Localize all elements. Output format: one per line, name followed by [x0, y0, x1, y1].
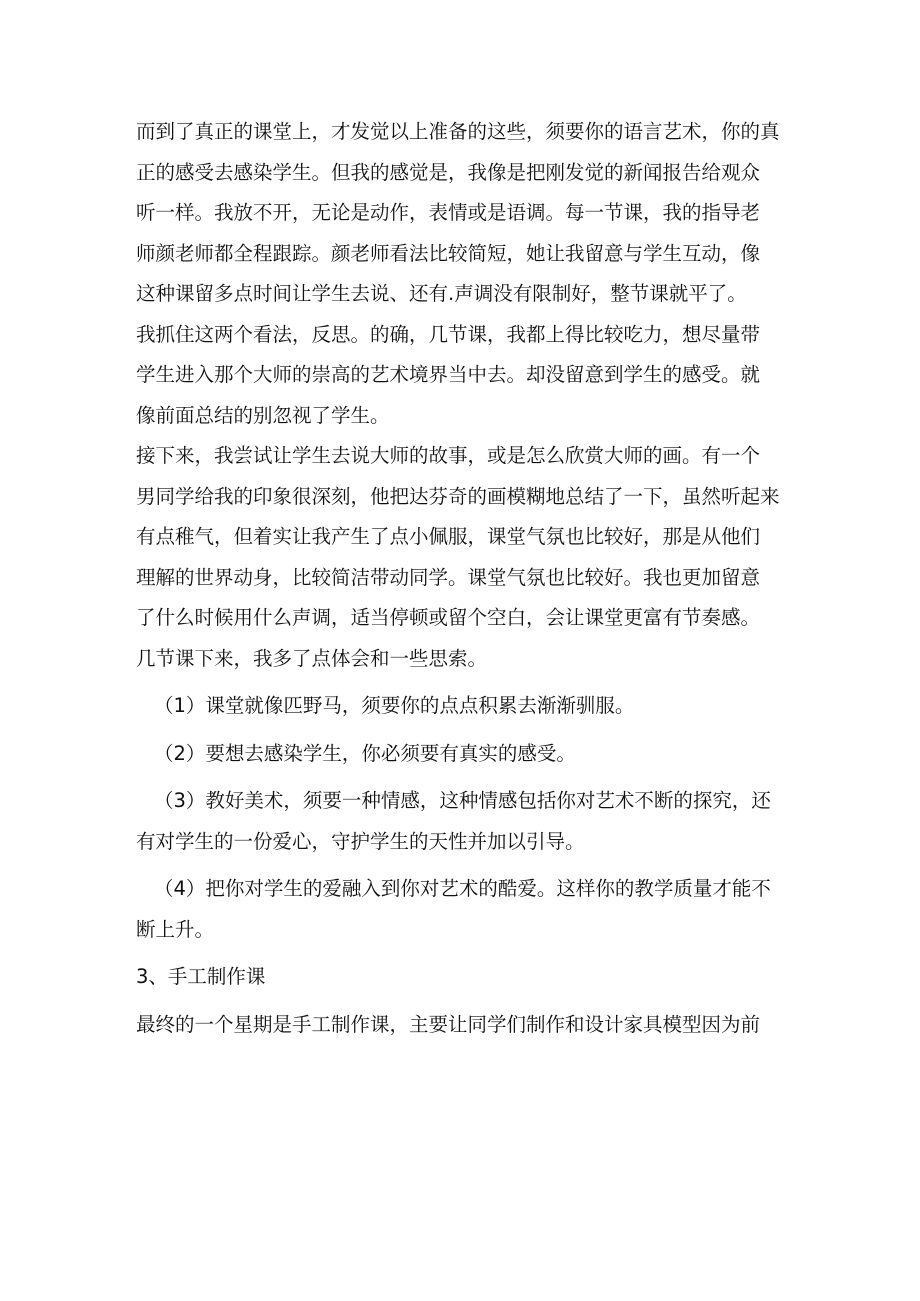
text-line: 有对学生的一份爱心，守护学生的天性并加以引导。: [136, 829, 585, 853]
text-line: 正的感受去感染学生。但我的感觉是，我像是把刚发觉的新闻报告给观众: [136, 160, 761, 184]
text-line: 学生进入那个大师的崇高的艺术境界当中去。却没留意到学生的感受。就: [136, 363, 761, 386]
text-line: 这种课留多点时间让学生去说、还有.声调没有限制好，整节课就平了。: [136, 282, 747, 305]
text-line: 理解的世界动身，比较简洁带动同学。课堂气氛也比较好。我也更加留意: [136, 565, 761, 589]
section-heading: [136, 957, 786, 998]
text-line: （1）课堂就像匹野马，须要你的点点积累去渐渐驯服。: [154, 694, 635, 717]
text-line: 师颜老师都全程跟踪。颜老师看法比较简短，她让我留意与学生互动，像: [136, 241, 761, 265]
text-line: 有点稚气，但着实让我产生了点小佩服，课堂气氛也比较好，那是从他们: [136, 525, 761, 548]
list-item-2: [136, 734, 786, 775]
document-body: [136, 112, 786, 1045]
text-line: 听一样。我放不开，无论是动作，表情或是语调。每一节课，我的指导老: [136, 201, 761, 224]
text-line: 像前面总结的别忽视了学生。: [136, 403, 390, 427]
list-item-1: [136, 686, 786, 727]
paragraph-classroom-reflection: [136, 112, 786, 315]
text-line: 断上升。: [136, 917, 215, 941]
text-line: 几节课下来，我多了点体会和一些思索。: [136, 646, 488, 670]
list-item-4: [136, 869, 786, 950]
paragraph-handcraft-course: [136, 1005, 786, 1046]
list-item-3: [136, 781, 786, 862]
paragraph-next-attempt: [136, 436, 786, 679]
text-line: 了什么时候用什么声调，适当停顿或留个空白，会让课堂更富有节奏感。: [136, 606, 761, 629]
text-line: （4）把你对学生的爱融入到你对艺术的酷爱。这样你的教学质量才能不: [154, 877, 771, 900]
text-line: （3）教好美术，须要一种情感，这种情感包括你对艺术不断的探究，还: [154, 789, 771, 812]
text-line: 接下来，我尝试让学生去说大师的故事，或是怎么欣赏大师的画。有一个: [136, 444, 761, 467]
text-line: 最终的一个星期是手工制作课，主要让同学们制作和设计家具模型因为前: [136, 1012, 761, 1036]
text-line: 我抓住这两个看法，反思。的确，几节课，我都上得比较吃力，想尽量带: [136, 322, 761, 346]
heading-line: 3、手工制作课: [136, 965, 266, 988]
text-line: （2）要想去感染学生，你必须要有真实的感受。: [154, 741, 576, 765]
paragraph-self-reflection: [136, 315, 786, 437]
text-line: 而到了真正的课堂上，才发觉以上准备的这些，须要你的语言艺术，你的真: [136, 120, 780, 143]
text-line: 男同学给我的印象很深刻，他把达芬奇的画模糊地总结了一下，虽然听起来: [136, 484, 780, 508]
